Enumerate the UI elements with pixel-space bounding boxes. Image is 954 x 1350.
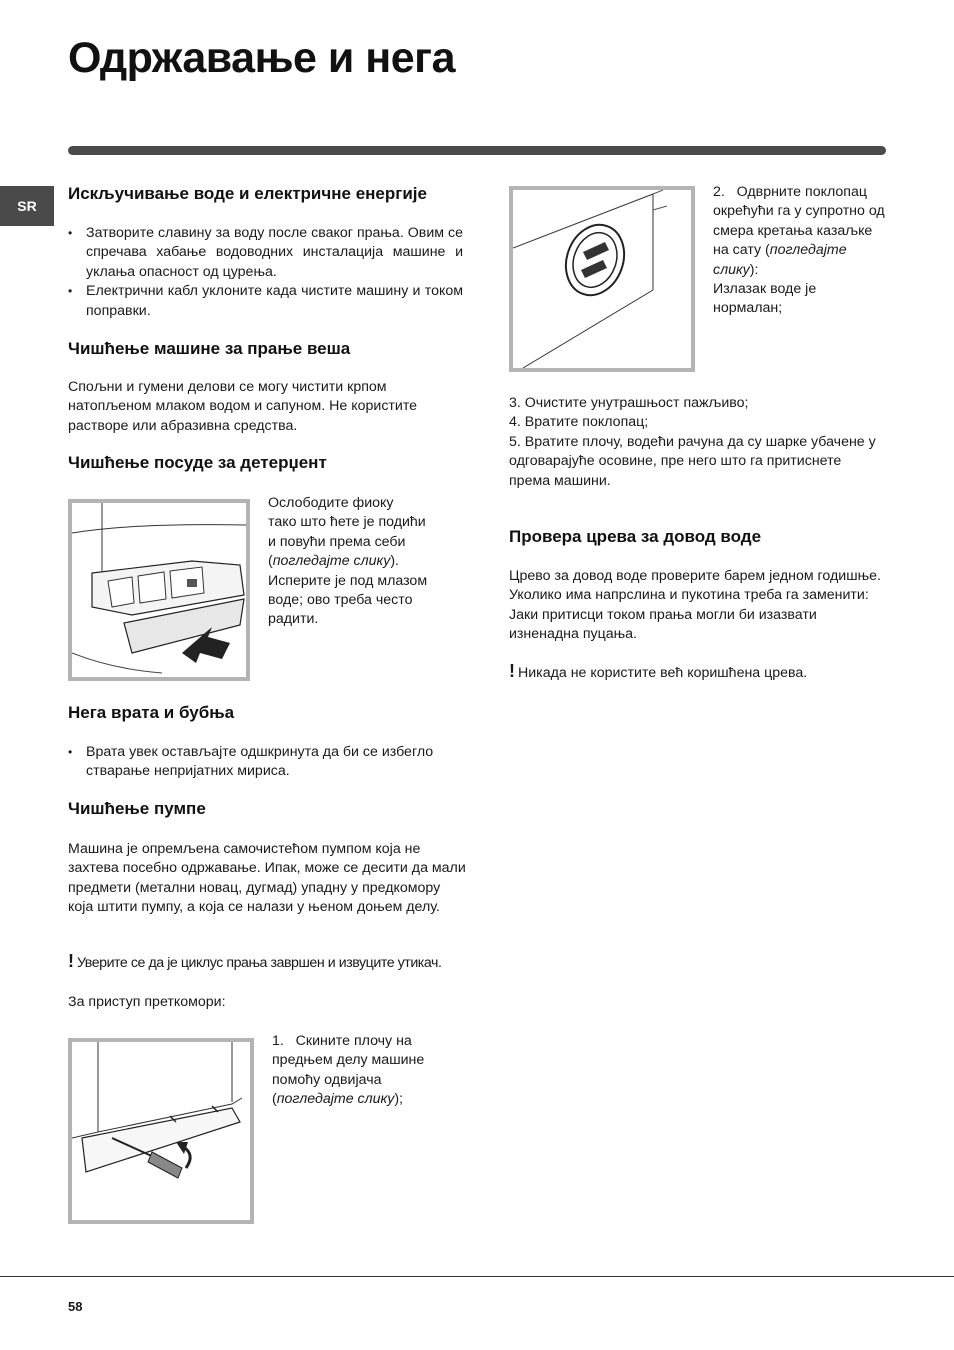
- step2-after: Излазак воде је нормалан;: [713, 281, 817, 317]
- step2-main: 2. Одврните поклопац окрећући га у супротно од смера кретања казаљке на сату: [713, 184, 885, 259]
- dispenser-text: Ослободите фиоку тако што ћете је подићи и повући према себи (погледајте слику). Исперите је под млазом воде; ово треба често радити.: [268, 495, 428, 628]
- dispenser-line-2: тако што ћете је подићи: [268, 514, 426, 531]
- pump-warning: [68, 952, 468, 973]
- step2-text: 2. Одврните поклопац окрећући га у супротно од смера кретања казаљке на сату (погледајте слику): Излазак воде је нормалан;: [713, 184, 885, 317]
- language-tab: SR: [0, 186, 54, 226]
- step1-text: 1. Скините плочу на предњем делу машине помоћу одвијача (погледајте слику);: [272, 1033, 425, 1108]
- page-title: Одржавање и нега: [68, 34, 455, 82]
- heading-detergent-dispenser: Чишћење посуде за детерџент: [68, 453, 327, 472]
- machine-cleaning-text: Спољни и гумени делови се могу чистити крпом натопљеном млаком водом и сапуном. Не користите раствоpе или абразивна средства.: [68, 379, 418, 434]
- heading-hose-check: Провера црева за довод воде: [509, 527, 762, 546]
- see-picture-ref: погледајте слику: [276, 1091, 395, 1108]
- dispenser-line-1: Ослободите фиоку: [268, 495, 394, 511]
- dispenser-after: Исперите је под млазом воде; ово треба често радити.: [268, 572, 428, 628]
- warning-icon: !: [509, 661, 515, 681]
- pump-text: Машина је опремљена самочистећом пумпом која не захтева посебно одржавање. Ипак, може се десити да мали предмети (метални новац, дугмад) упадну у предкомору која штити пумпу, а која се налази у њеном доњем делу.: [68, 841, 466, 916]
- hose-warning-text: Никада не користите већ коришћена црева.: [518, 665, 808, 681]
- heading-water-power: Искључивање воде и електричне енергије: [68, 184, 427, 203]
- pump-panel-illustration: [72, 1042, 250, 1220]
- warning-icon: !: [68, 951, 74, 971]
- dispenser-drawer-figure: [68, 499, 250, 681]
- see-picture-ref: погледајте слику: [272, 553, 391, 570]
- list-item: • Врата увек остављајте одшкринута да би се избегло стварање непријатних мириса.: [68, 743, 463, 782]
- heading-pump: Чишћење пумпе: [68, 799, 206, 818]
- list-item: • Затворите славину за воду после сваког прања. Овим се спречава хабање водоводних инсталација машине и уклања опасност од цурења.: [68, 224, 463, 282]
- step3-text: 3. Очистите унутрашњост пажљиво;: [509, 395, 749, 411]
- door-drum-list: [68, 743, 463, 782]
- pump-warning-text: Уверите се да је циклус прања завршен и извуците утикач.: [77, 955, 442, 971]
- drain-cap-illustration: [513, 190, 691, 368]
- dispenser-line-3: и повући према себи: [268, 533, 406, 550]
- page-number: 58: [68, 1299, 83, 1314]
- pump-access-text: За приступ преткомори:: [68, 994, 226, 1010]
- step5-text: 5. Вратите плочу, водећи рачуна да су шарке убачене у одговарајуће осовине, пре него што га притиснете према машини.: [509, 433, 876, 489]
- water-power-list: [68, 224, 463, 321]
- dispenser-drawer-illustration: [72, 503, 246, 677]
- title-divider: [68, 146, 886, 155]
- list-item: • Електрични кабл уклоните када чистите машину и током поправки.: [68, 282, 463, 321]
- footer-divider: [0, 1276, 954, 1277]
- heading-machine-cleaning: Чишћење машине за прање веша: [68, 339, 351, 358]
- steps-3-5: [509, 394, 879, 491]
- see-picture-ref: погледајте слику: [713, 242, 847, 278]
- hose-warning: [509, 662, 889, 683]
- pump-panel-figure: [68, 1038, 254, 1224]
- step4-text: 4. Вратите поклопац;: [509, 414, 649, 431]
- drain-cap-figure: [509, 186, 695, 372]
- heading-door-drum: Нега врата и бубња: [68, 703, 235, 722]
- step1-main: 1. Скините плочу на предњем делу машине помоћу одвијача: [272, 1033, 425, 1088]
- hose-text: Црево за довод воде проверите барем једном годишње. Уколико има напрслина и пукотина треба га заменити: Јаки притисци током прања могли би изазвати изненадна пуцања.: [509, 568, 881, 643]
